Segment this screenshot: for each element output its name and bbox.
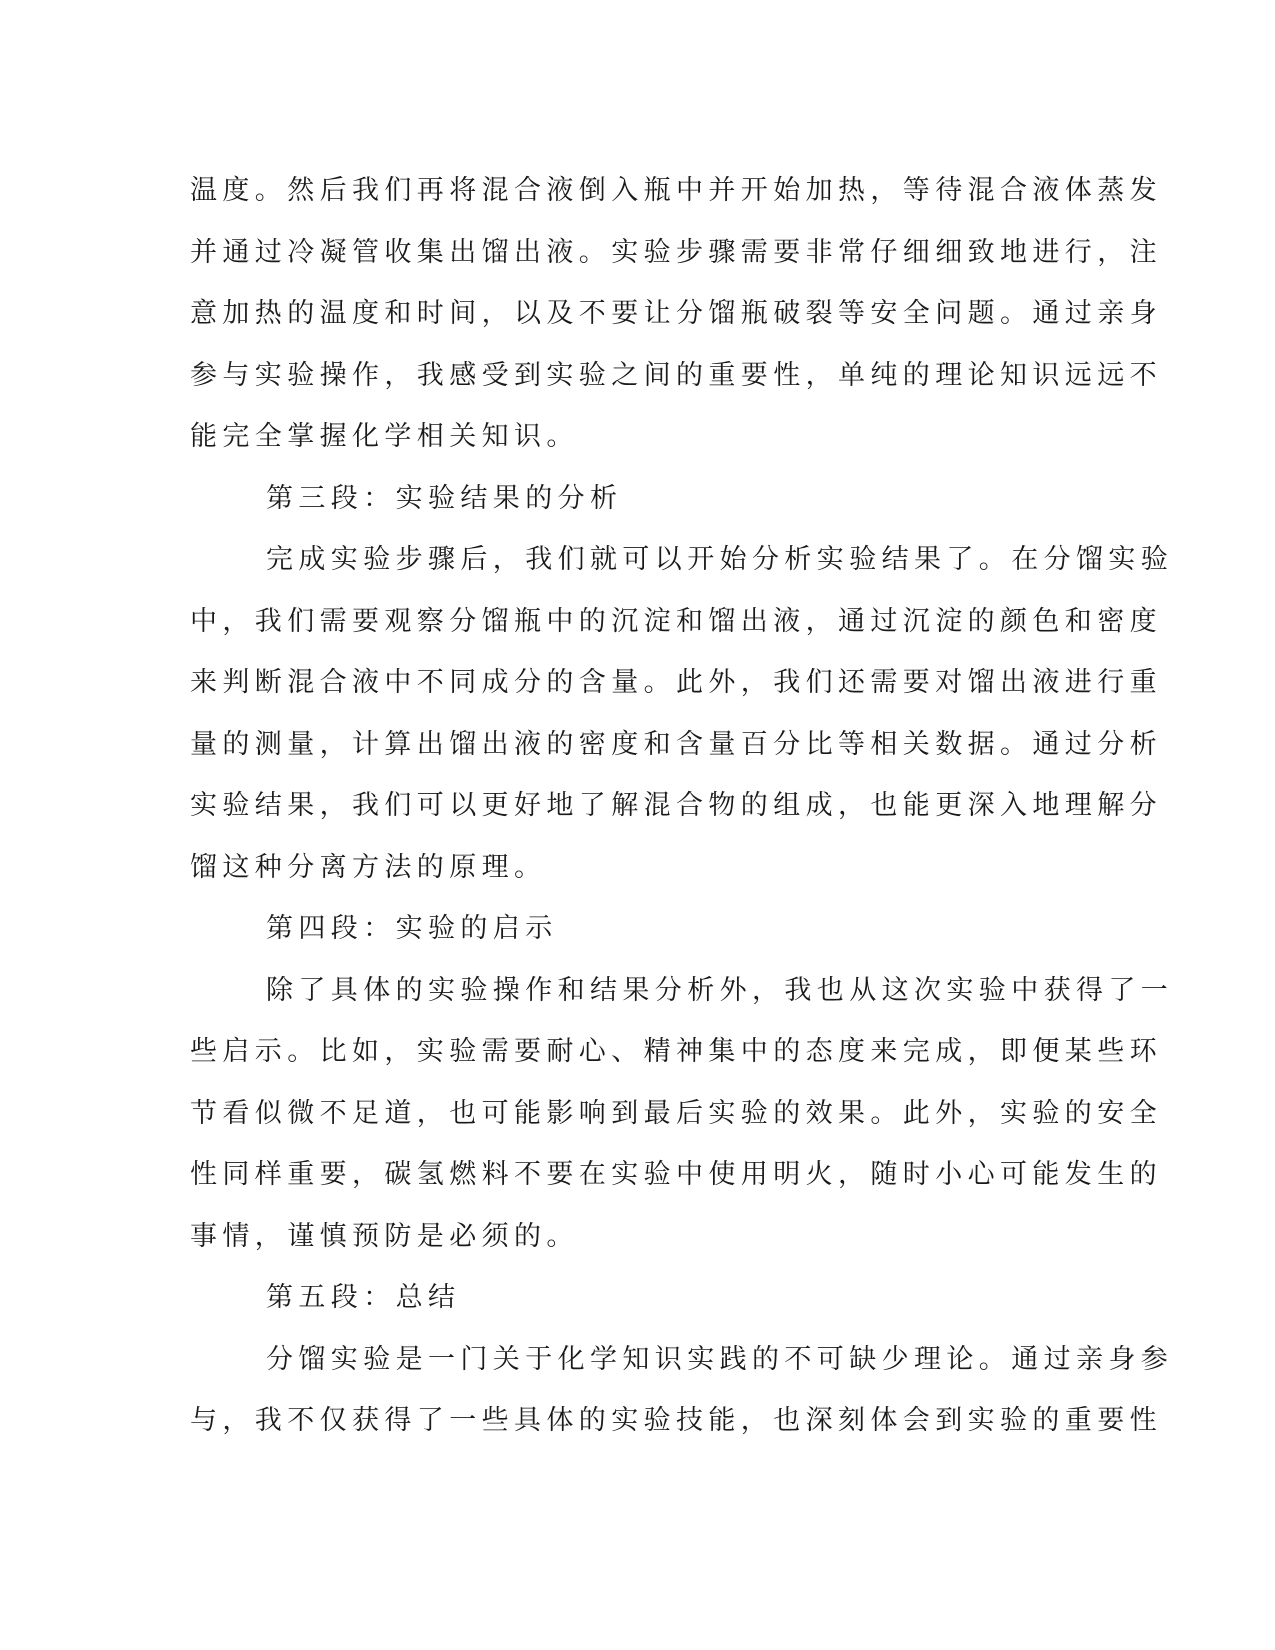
text-line: 节看似微不足道，也可能影响到最后实验的效果。此外，实验的安全: [190, 1097, 1162, 1129]
document-body: [190, 160, 1174, 1452]
text-line: 些启示。比如，实验需要耐心、精神集中的态度来完成，即便某些环: [190, 1036, 1162, 1067]
text-line: 性同样重要，碳氢燃料不要在实验中使用明火，随时小心可能发生的: [190, 1159, 1162, 1190]
section-heading-4: 第四段：实验的启示: [266, 913, 558, 944]
text-line: 除了具体的实验操作和结果分析外，我也从这次实验中获得了一: [266, 974, 1174, 1006]
text-line: 与，我不仅获得了一些具体的实验技能，也深刻体会到实验的重要性: [190, 1405, 1162, 1436]
text-line: 意加热的温度和时间，以及不要让分馏瓶破裂等安全问题。通过亲身: [190, 298, 1162, 329]
text-line: 馏这种分离方法的原理。: [190, 851, 547, 883]
text-line: 温度。然后我们再将混合液倒入瓶中并开始加热，等待混合液体蒸发: [190, 175, 1162, 206]
text-line: 来判断混合液中不同成分的含量。此外，我们还需要对馏出液进行重: [190, 667, 1162, 698]
text-line: 量的测量，计算出馏出液的密度和含量百分比等相关数据。通过分析: [190, 728, 1162, 760]
section-heading-3: 第三段：实验结果的分析: [266, 482, 623, 514]
text-line: 事情，谨慎预防是必须的。: [190, 1220, 579, 1252]
text-line: 完成实验步骤后，我们就可以开始分析实验结果了。在分馏实验: [266, 544, 1174, 575]
text-line: 实验结果，我们可以更好地了解混合物的组成，也能更深入地理解分: [190, 790, 1162, 821]
text-line: 参与实验操作，我感受到实验之间的重要性，单纯的理论知识远远不: [190, 359, 1162, 391]
text-line: 分馏实验是一门关于化学知识实践的不可缺少理论。通过亲身参: [266, 1343, 1174, 1375]
section-heading-5: 第五段：总结: [266, 1282, 461, 1313]
text-line: 并通过冷凝管收集出馏出液。实验步骤需要非常仔细细致地进行，注: [190, 236, 1162, 268]
text-line: 能完全掌握化学相关知识。: [190, 421, 579, 452]
text-line: 中，我们需要观察分馏瓶中的沉淀和馏出液，通过沉淀的颜色和密度: [190, 605, 1162, 637]
